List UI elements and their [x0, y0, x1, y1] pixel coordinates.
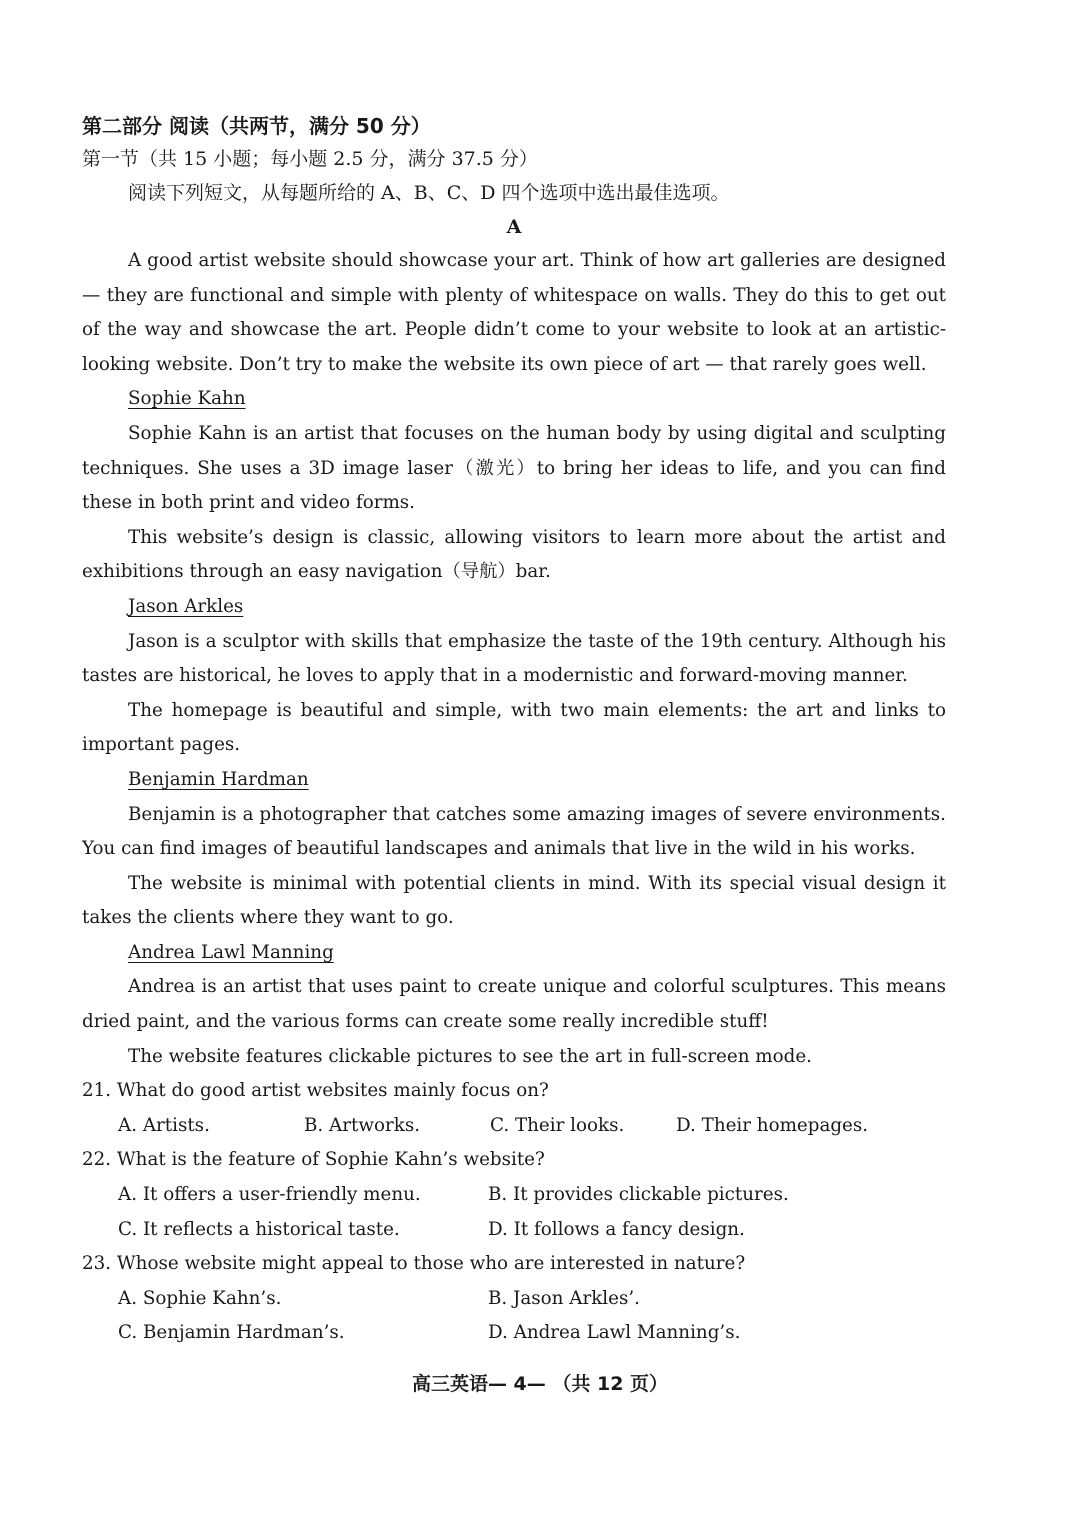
artist-name-andrea-lawl-manning: Andrea Lawl Manning	[128, 941, 334, 963]
option-b: B. Jason Arkles’.	[488, 1287, 640, 1309]
question-23: 23. Whose website might appeal to those who are interested in nature?	[82, 1253, 746, 1275]
instruction: 阅读下列短文，从每题所给的 A、B、C、D 四个选项中选出最佳选项。	[128, 182, 730, 204]
question-22: 22. What is the feature of Sophie Kahn’s website?	[82, 1149, 545, 1171]
artist-name-benjamin-hardman: Benjamin Hardman	[128, 768, 309, 790]
option-a: A. Sophie Kahn’s.	[118, 1287, 282, 1309]
option-a: A. It offers a user-friendly menu.	[118, 1184, 421, 1206]
question-23-options-row-2	[118, 1316, 946, 1351]
option-b: B. Artworks.	[304, 1114, 421, 1136]
option-c: C. It reflects a historical taste.	[118, 1218, 400, 1240]
artist-paragraph: Andrea is an artist that uses paint to create unique and colorful sculptures. This means dried paint, and the various forms can create some really incredible stuff!	[82, 976, 946, 1033]
artist-paragraph: The website features clickable pictures to see the art in full-screen mode.	[128, 1045, 812, 1067]
artist-paragraph: Jason is a sculptor with skills that emphasize the taste of the 19th century. Although his tastes are historical, he loves to apply that in a modernistic and forward-moving manner.	[82, 630, 946, 687]
artist-paragraph: This website’s design is classic, allowing visitors to learn more about the artist and exhibitions through an easy navigation（导航）bar.	[82, 526, 946, 583]
option-d: D. Their homepages.	[676, 1114, 869, 1136]
option-b: B. It provides clickable pictures.	[488, 1184, 789, 1206]
part-title: 第二部分 阅读（共两节，满分 50 分）	[82, 114, 431, 138]
option-d: D. It follows a fancy design.	[488, 1218, 745, 1240]
question-22-options-row-2	[118, 1213, 946, 1248]
option-a: A. Artists.	[118, 1114, 210, 1136]
page-footer: 高三英语— 4— （共 12 页）	[411, 1373, 669, 1395]
option-c: C. Benjamin Hardman’s.	[118, 1322, 345, 1344]
passage-intro: A good artist website should showcase your art. Think of how art galleries are designed — they are functional and simple with plenty of whitespace on walls. They do this to get out of the way and showcase the art. People didn’t come to your website to look at an artistic-looking website. Don’t try to make the website its own piece of art — that rarely goes well.	[82, 250, 946, 375]
exam-page	[82, 110, 946, 1351]
artist-paragraph: The website is minimal with potential clients in mind. With its special visual design it takes the clients where they want to go.	[82, 872, 946, 929]
artist-paragraph: The homepage is beautiful and simple, with two main elements: the art and links to important pages.	[82, 699, 946, 756]
artist-name-jason-arkles: Jason Arkles	[128, 595, 244, 617]
section-title: 第一节（共 15 小题；每小题 2.5 分，满分 37.5 分）	[82, 148, 538, 170]
artist-paragraph: Benjamin is a photographer that catches some amazing images of severe environments. You can find images of beautiful landscapes and animals that live in the wild in his works.	[82, 803, 946, 860]
artist-name-sophie-kahn: Sophie Kahn	[128, 388, 246, 410]
passage-letter: A	[506, 216, 522, 238]
option-d: D. Andrea Lawl Manning’s.	[488, 1322, 741, 1344]
question-21-options	[118, 1109, 946, 1144]
question-21: 21. What do good artist websites mainly focus on?	[82, 1080, 549, 1102]
question-23-options-row-1	[118, 1282, 946, 1317]
option-c: C. Their looks.	[490, 1114, 625, 1136]
artist-paragraph: Sophie Kahn is an artist that focuses on the human body by using digital and sculpting techniques. She uses a 3D image laser（激光）to bring her ideas to life, and you can find these in both print and video forms.	[82, 422, 946, 514]
question-22-options-row-1	[118, 1178, 946, 1213]
